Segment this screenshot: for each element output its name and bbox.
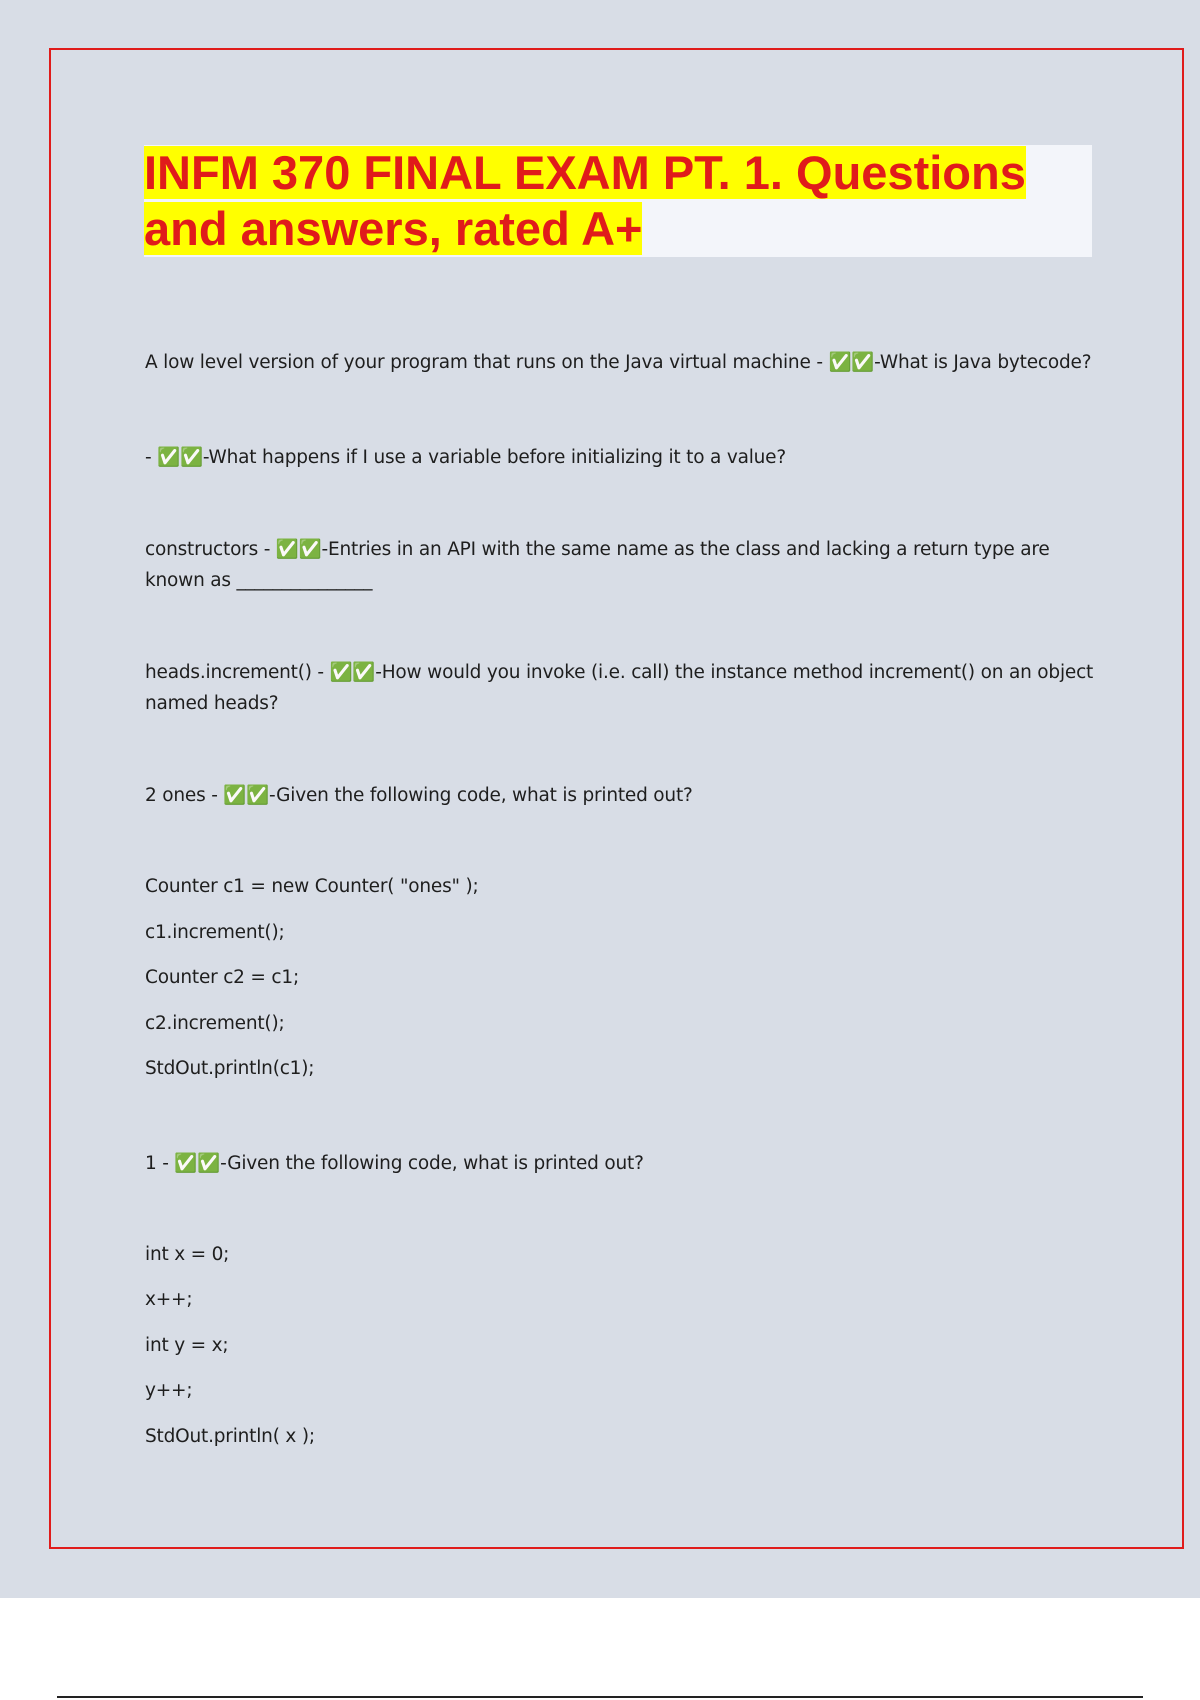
- qa-item-4-line-1: heads.increment() - ✅✅-How would you invoke (i.e. call) the instance method increment() on an object: [145, 662, 1094, 683]
- code-line: y++;: [145, 1380, 193, 1401]
- code-line: StdOut.println( x );: [145, 1426, 315, 1447]
- title-line-1: INFM 370 FINAL EXAM PT. 1. Questions: [144, 146, 1026, 199]
- qa-item-6: 1 - ✅✅-Given the following code, what is printed out?: [145, 1153, 644, 1174]
- code-line: c1.increment();: [145, 922, 285, 943]
- qa-item-2: - ✅✅-What happens if I use a variable before initializing it to a value?: [145, 447, 786, 468]
- qa-item-5: 2 ones - ✅✅-Given the following code, what is printed out?: [145, 785, 693, 806]
- qa-item-1: A low level version of your program that runs on the Java virtual machine - ✅✅-What is Java bytecode?: [145, 352, 1092, 373]
- code-line: c2.increment();: [145, 1013, 285, 1034]
- qa-item-4-line-2: named heads?: [145, 693, 279, 714]
- code-line: Counter c2 = c1;: [145, 967, 299, 988]
- title-line-2: and answers, rated A+: [144, 202, 643, 255]
- code-line: StdOut.println(c1);: [145, 1058, 315, 1079]
- footer-divider: [57, 1696, 1143, 1698]
- code-line: x++;: [145, 1289, 193, 1310]
- code-line: int x = 0;: [145, 1244, 230, 1265]
- code-line: int y = x;: [145, 1335, 229, 1356]
- qa-item-3-line-1: constructors - ✅✅-Entries in an API with the same name as the class and lacking a return type are: [145, 539, 1050, 560]
- page-title: [144, 145, 1074, 257]
- code-line: Counter c1 = new Counter( "ones" );: [145, 876, 479, 897]
- qa-item-3-line-2: known as _______________: [145, 570, 373, 591]
